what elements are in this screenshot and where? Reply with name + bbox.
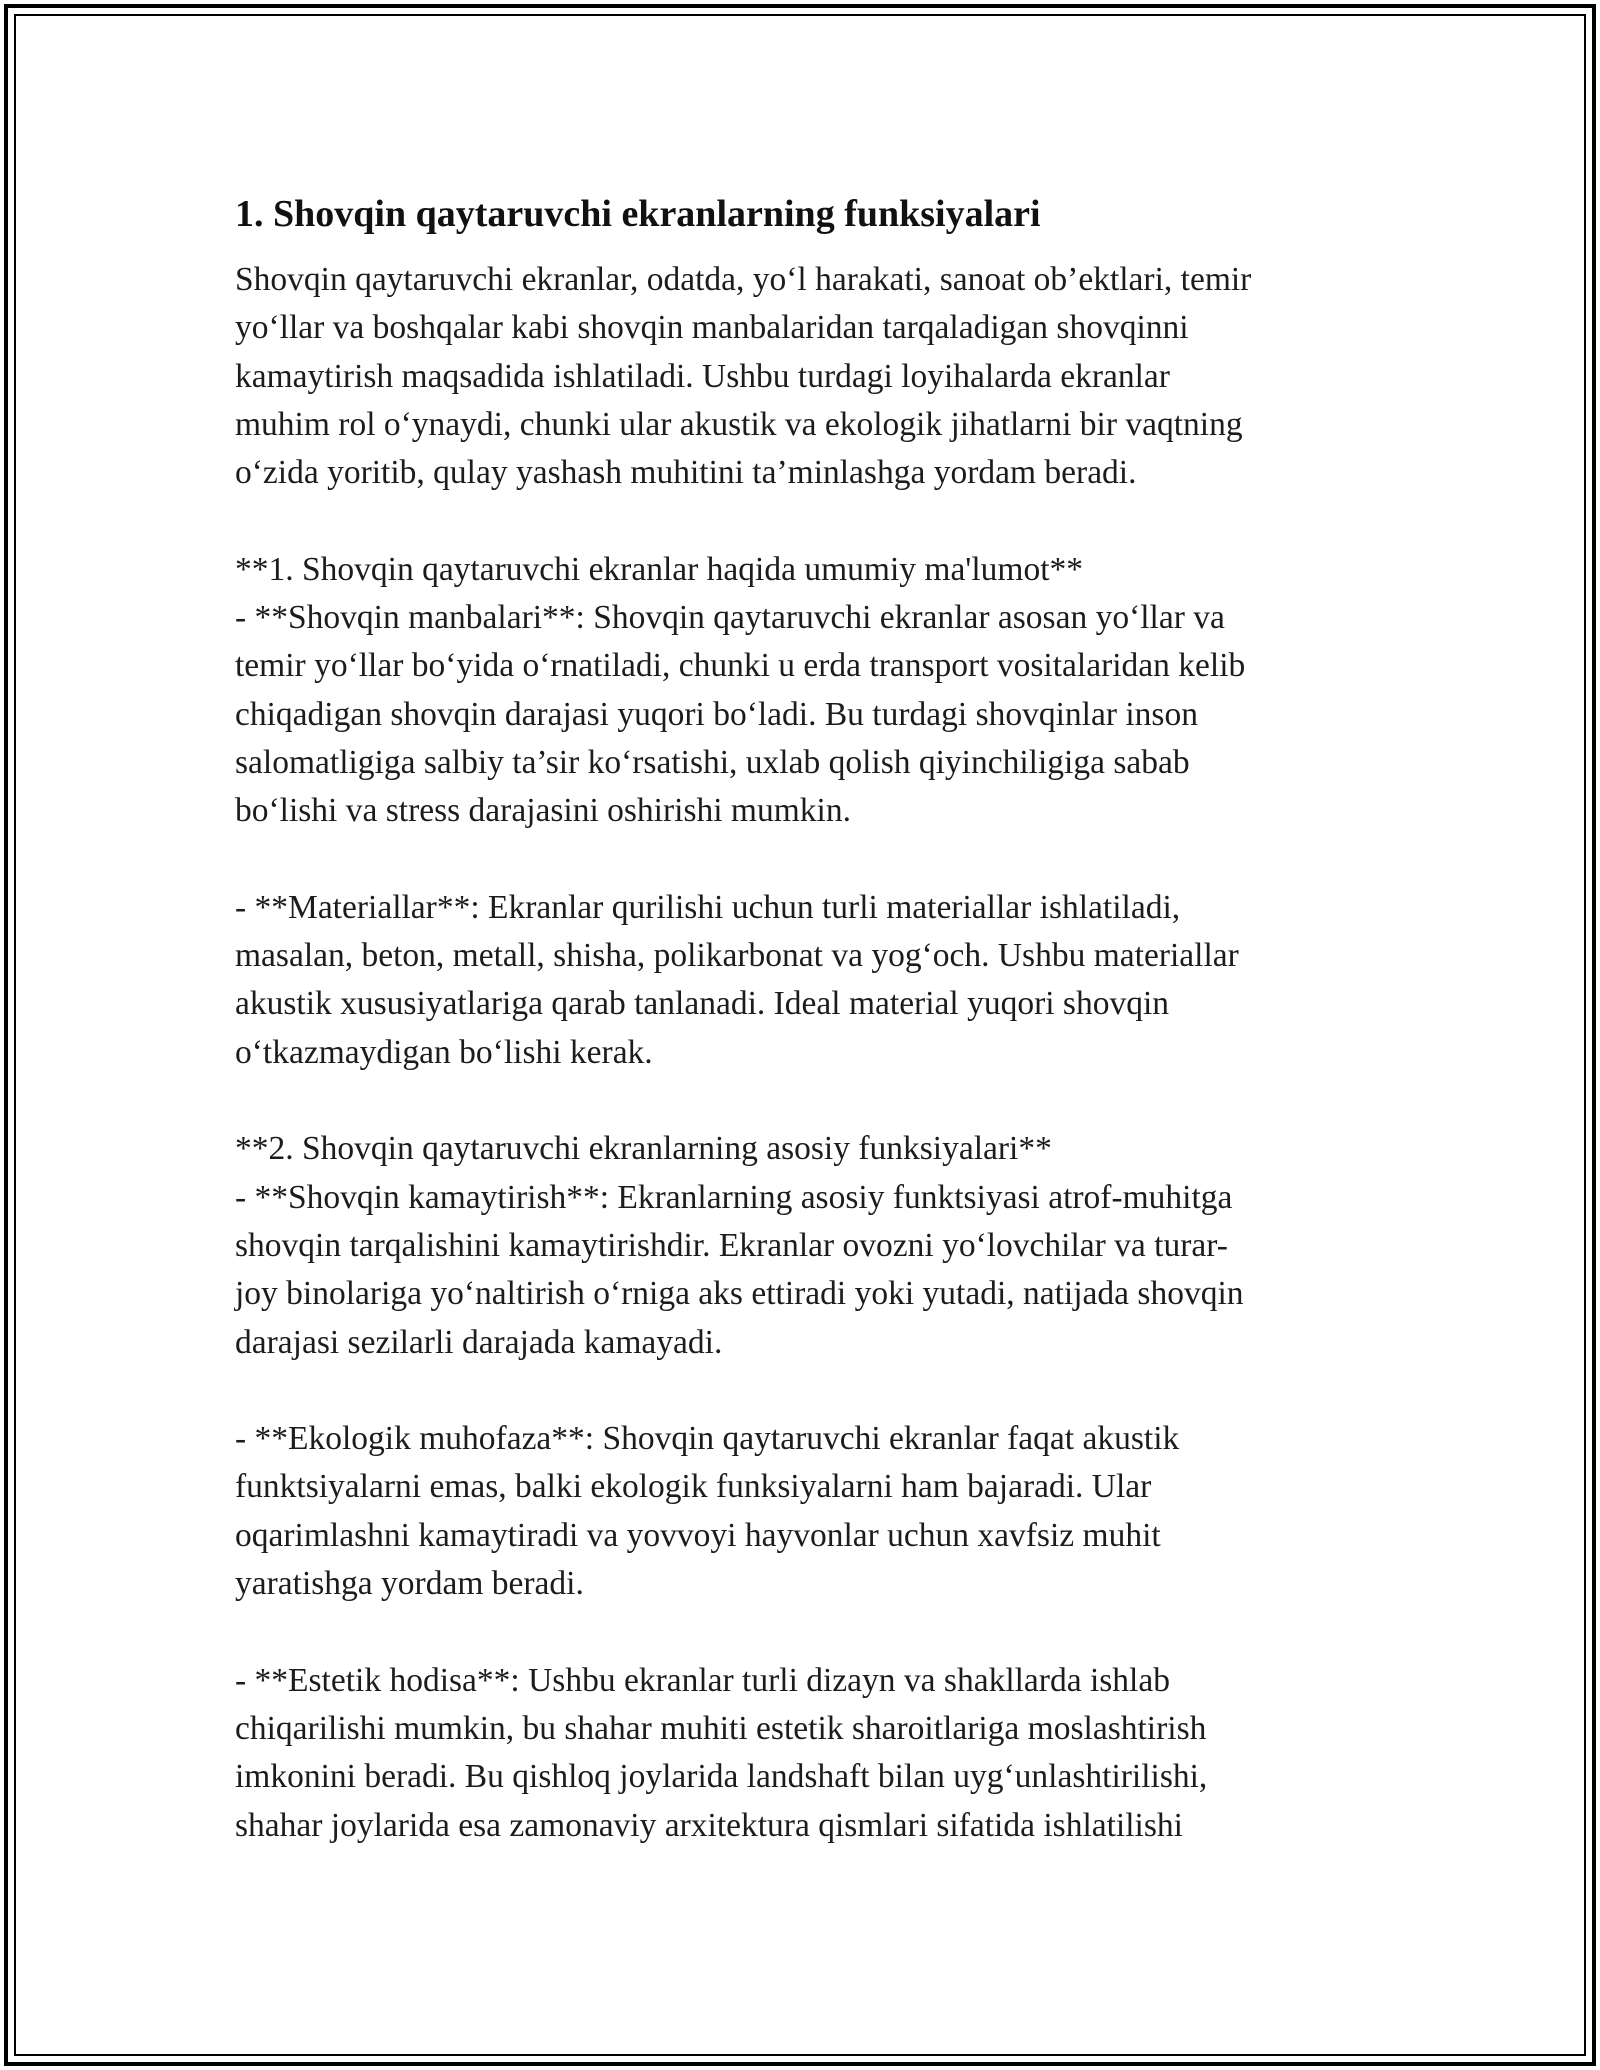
text-line: shovqin tarqalishini kamaytirishdir. Ekranlar ovozni yo‘lovchilar va turar- xyxy=(235,1226,1228,1264)
paragraph-gap xyxy=(235,497,1365,545)
text-line: - **Shovqin kamaytirish**: Ekranlarning asosiy funktsiyasi atrof-muhitga xyxy=(235,1178,1233,1216)
paragraph-section-1 xyxy=(235,546,1365,836)
text-line: Shovqin qaytaruvchi ekranlar, odatda, yo‘l harakati, sanoat ob’ektlari, temir xyxy=(235,261,1252,298)
paragraph-section-2 xyxy=(235,1125,1365,1366)
text-line: o‘tkazmaydigan bo‘lishi kerak. xyxy=(235,1033,653,1071)
text-line: funktsiyalarni emas, balki ekologik funksiyalarni ham bajaradi. Ular xyxy=(235,1468,1152,1506)
text-line: temir yo‘llar bo‘yida o‘rnatiladi, chunki u erda transport vositalaridan kelib xyxy=(235,647,1246,685)
paragraph-materials xyxy=(235,884,1365,1077)
text-line: bo‘lishi va stress darajasini oshirishi mumkin. xyxy=(235,792,851,830)
text-line: muhim rol o‘ynaydi, chunki ular akustik va ekologik jihatlarni bir vaqtning xyxy=(235,405,1243,443)
page-title: 1. Shovqin qaytaruvchi ekranlarning funksiyalari xyxy=(235,193,1041,235)
document-body xyxy=(235,186,1365,1850)
paragraph-gap xyxy=(235,836,1365,884)
text-line: - **Ekologik muhofaza**: Shovqin qaytaruvchi ekranlar faqat akustik xyxy=(235,1420,1180,1458)
text-line: chiqadigan shovqin darajasi yuqori bo‘ladi. Bu turdagi shovqinlar inson xyxy=(235,695,1198,733)
text-line: akustik xususiyatlariga qarab tanlanadi. Ideal material yuqori shovqin xyxy=(235,985,1170,1023)
text-line: yaratishga yordam beradi. xyxy=(235,1565,584,1603)
text-line: joy binolariga yo‘naltirish o‘rniga aks ettiradi yoki yutadi, natijada shovqin xyxy=(235,1275,1244,1313)
paragraph-intro xyxy=(235,256,1365,497)
text-line: chiqarilishi mumkin, bu shahar muhiti estetik sharoitlariga moslashtirish xyxy=(235,1709,1207,1747)
text-line: salomatligiga salbiy ta’sir ko‘rsatishi, uxlab qolish qiyinchiligiga sabab xyxy=(235,743,1190,781)
text-line: - **Materiallar**: Ekranlar qurilishi uchun turli materiallar ishlatiladi, xyxy=(235,888,1181,926)
text-line: shahar joylarida esa zamonaviy arxitektura qismlari sifatida ishlatilishi xyxy=(235,1806,1183,1844)
text-line: oqarimlashni kamaytiradi va yovvoyi hayvonlar uchun xavfsiz muhit xyxy=(235,1516,1161,1554)
text-line: - **Estetik hodisa**: Ushbu ekranlar turli dizayn va shakllarda ishlab xyxy=(235,1661,1170,1699)
paragraph-ecology xyxy=(235,1415,1365,1608)
paragraph-gap xyxy=(235,1608,1365,1656)
text-line: kamaytirish maqsadida ishlatiladi. Ushbu turdagi loyihalarda ekranlar xyxy=(235,357,1170,395)
text-line: darajasi sezilarli darajada kamayadi. xyxy=(235,1323,723,1361)
text-line: masalan, beton, metall, shisha, polikarbonat va yog‘och. Ushbu materiallar xyxy=(235,937,1239,975)
text-line: - **Shovqin manbalari**: Shovqin qaytaruvchi ekranlar asosan yo‘llar va xyxy=(235,599,1225,637)
paragraph-aesthetics xyxy=(235,1657,1365,1850)
text-line: imkonini beradi. Bu qishloq joylarida landshaft bilan uyg‘unlashtirilishi, xyxy=(235,1758,1208,1796)
text-line: yo‘llar va boshqalar kabi shovqin manbalaridan tarqaladigan shovqinni xyxy=(235,309,1189,347)
text-line: o‘zida yoritib, qulay yashash muhitini ta’minlashga yordam beradi. xyxy=(235,454,1137,492)
paragraph-gap xyxy=(235,1077,1365,1125)
text-line: **1. Shovqin qaytaruvchi ekranlar haqida umumiy ma'lumot** xyxy=(235,550,1084,588)
paragraph-gap xyxy=(235,1367,1365,1415)
text-line: **2. Shovqin qaytaruvchi ekranlarning asosiy funksiyalari** xyxy=(235,1130,1052,1168)
